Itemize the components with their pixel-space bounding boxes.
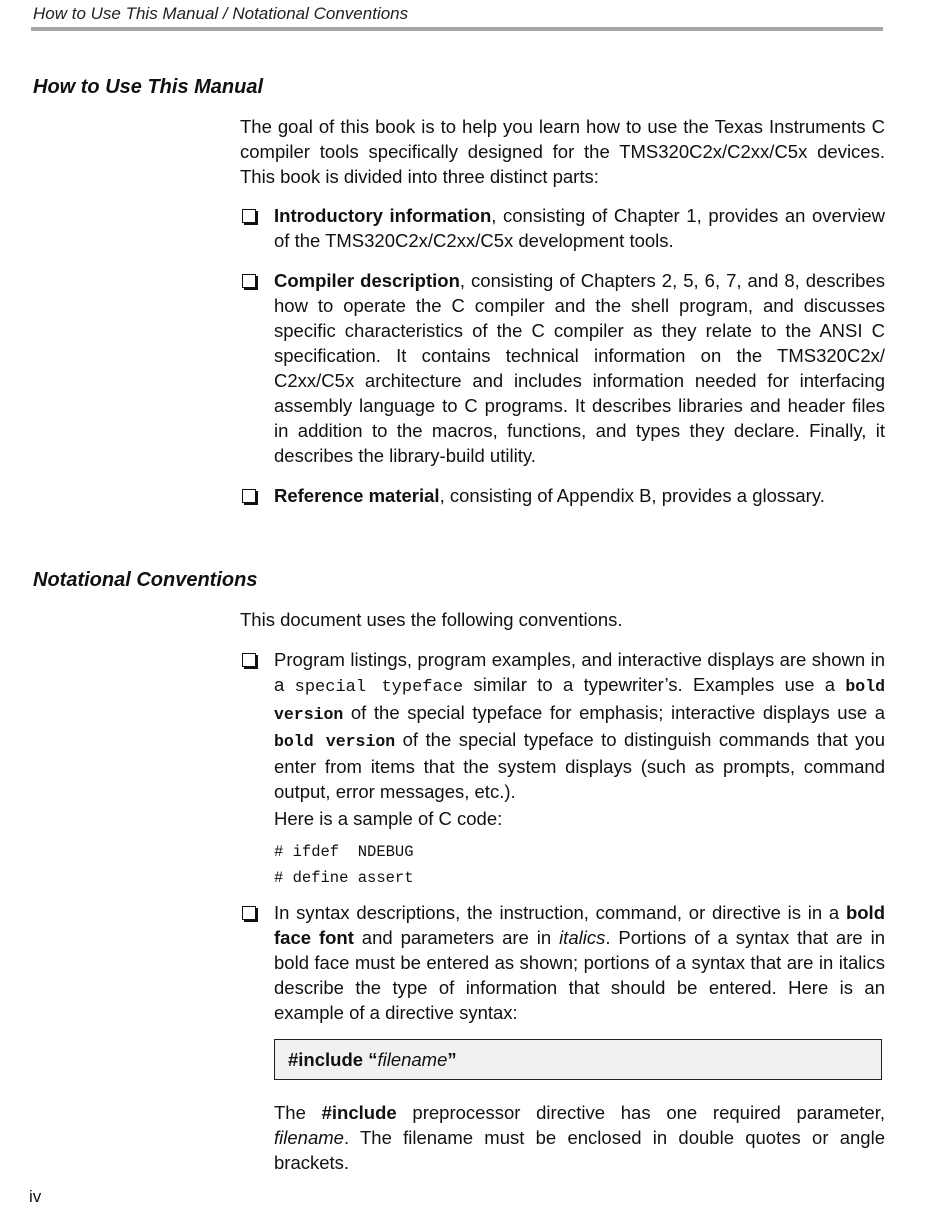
bullet-text xyxy=(274,268,885,468)
checkbox-bullet-icon xyxy=(242,274,256,288)
code-line: # define assert xyxy=(274,869,414,887)
section-title-how-to-use: How to Use This Manual xyxy=(33,76,264,98)
page-number: iv xyxy=(29,1187,42,1206)
text-span: similar to a typewriter’s. Examples use a xyxy=(463,674,846,695)
text-span: Program listings, program examples, and interactive displays are shown in a xyxy=(274,649,885,695)
code-line: # ifdef NDEBUG xyxy=(274,843,414,861)
text-span: . The filename must be enclosed in double quotes or angle brackets. xyxy=(274,1127,885,1173)
section2-intro: This document uses the following conventions. xyxy=(240,609,623,630)
section-title-notational-conventions: Notational Conventions xyxy=(33,569,258,591)
checkbox-bullet-icon xyxy=(242,209,256,223)
syntax-close-quote: ” xyxy=(447,1049,457,1070)
bullet-description: , consisting of Chapter 1, provides an overview of the TMS320C2x/C2xx/C5x development tools. xyxy=(274,205,885,251)
bullet-description: , consisting of Appendix B, provides a glossary. xyxy=(439,485,825,506)
bullet-text xyxy=(274,647,885,804)
text-span: of the special typeface to distinguish commands that you enter from items that the system displays (such as prompts, command output, error messages, etc.). xyxy=(274,729,885,802)
bullet-text xyxy=(274,483,885,508)
checkbox-bullet-icon xyxy=(242,906,256,920)
bullet-bold-term: Introductory information xyxy=(274,205,492,226)
syntax-parameter: filename xyxy=(377,1049,448,1070)
bullet-bold-term: Reference material xyxy=(274,485,440,506)
text-span: . Portions of a syntax that are in bold face must be entered as shown; portions of a syntax that are in italics describe the type of information that should be entered. Here is an example of a directive syntax: xyxy=(274,927,885,1023)
syntax-example xyxy=(288,1049,457,1071)
special-typeface-sample: special typeface xyxy=(294,678,464,697)
include-directive-explanation xyxy=(274,1100,885,1175)
syntax-directive: #include “ xyxy=(288,1049,378,1070)
syntax-example-box xyxy=(274,1039,882,1080)
checkbox-bullet-icon xyxy=(242,653,256,667)
bold-term: #include xyxy=(321,1102,397,1123)
text-span: and parameters are in xyxy=(353,927,560,948)
text-span: of the special typeface for emphasis; interactive displays use a xyxy=(343,702,885,723)
bullet-bold-term: Compiler description xyxy=(274,270,460,291)
running-header-title: How to Use This Manual / Notational Conventions xyxy=(33,4,409,23)
bold-term: bold face font xyxy=(274,902,885,948)
bold-version-sample: bold version xyxy=(274,677,885,724)
bold-version-sample: bold version xyxy=(274,732,396,751)
text-span: The xyxy=(274,1102,322,1123)
italic-term: italics xyxy=(559,927,606,948)
bullet-description: , consisting of Chapters 2, 5, 6, 7, and 8, describes how to operate the C compiler and the shell program, and discusses specific characteristics of the C compiler as they relate to the ANSI C specification. It contains technical information on the TMS320C2x/ C2xx/C5x architecture and includes information needed for interfacing assembly language to C programs. It describes libraries and header files in addition to the macros, functions, and types they declare. Finally, it describes the library-build utility. xyxy=(274,270,885,466)
bullet-text xyxy=(274,900,885,1025)
text-span: preprocessor directive has one required parameter, xyxy=(396,1102,885,1123)
header-rule xyxy=(31,27,883,31)
text-span: In syntax descriptions, the instruction, command, or directive is in a xyxy=(274,902,846,923)
bullet-text xyxy=(274,203,885,253)
italic-term: filename xyxy=(274,1127,344,1148)
sample-code-intro: Here is a sample of C code: xyxy=(274,808,503,829)
section1-intro: The goal of this book is to help you learn how to use the Texas Instruments C compiler tools specifically designed for the TMS320C2x/C2xx/C5x devices. This book is divided into three distinct parts: xyxy=(240,116,885,187)
checkbox-bullet-icon xyxy=(242,489,256,503)
